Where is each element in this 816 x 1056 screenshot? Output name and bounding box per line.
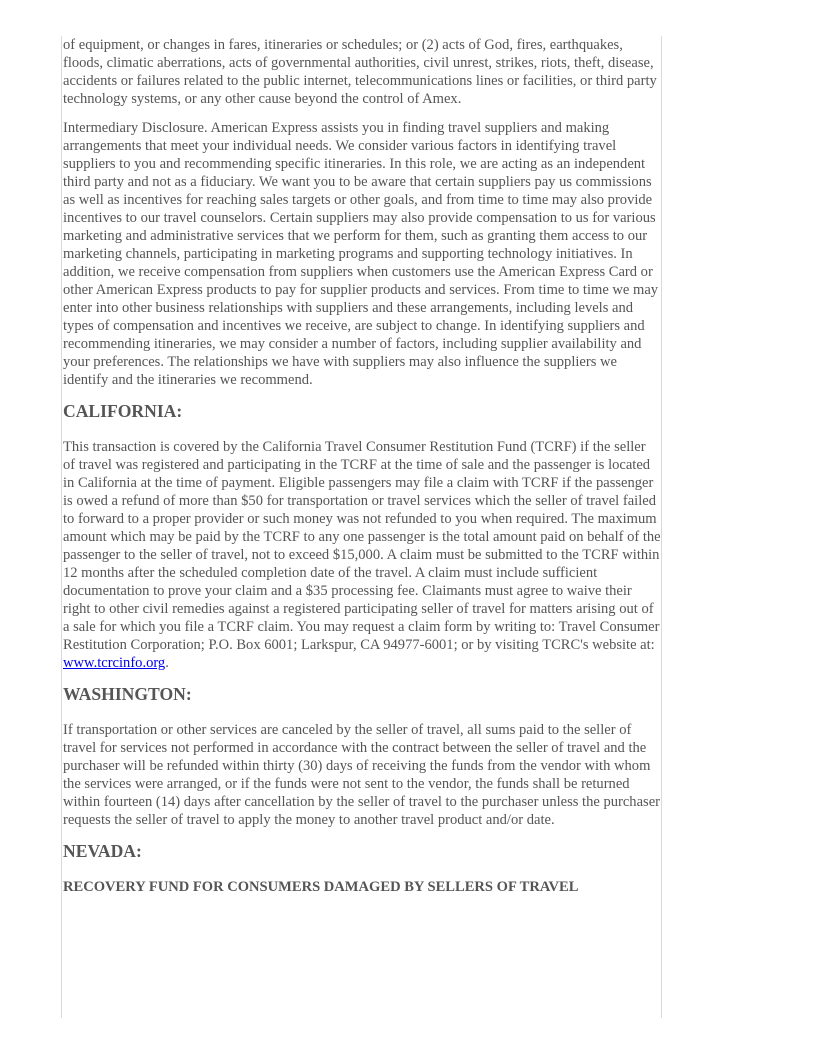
- paragraph-california: [63, 438, 661, 672]
- heading-california: CALIFORNIA:: [63, 401, 183, 421]
- tcrc-website-link[interactable]: www.tcrcinfo.org: [63, 655, 166, 671]
- california-body-text: This transaction is covered by the California Travel Consumer Restitution Fund (TCRF) if the seller of travel was registered and participating in the TCRF at the time of sale and the passenger is located in California at the time of payment. Eligible passengers may file a claim with TCRF if the passenger is owed a refund of more than $50 for transportation or travel services which the seller of travel failed to forward to a proper provider or such money was not refunded to you when required. The maximum amount which may be paid by the TCRF to any one passenger is the total amount paid on behalf of the passenger to the seller of travel, not to exceed $15,000. A claim must be submitted to the TCRF within 12 months after the scheduled completion date of the travel. A claim must include sufficient documentation to prove your claim and a $35 processing fee. Claimants must agree to waive their right to other civil remedies against a registered participating seller of travel for matters arising out of a sale for which you file a TCRF claim. You may request a claim form by writing to: Travel Consumer Restitution Corporation; P.O. Box 6001; Larkspur, CA 94977-6001; or by visiting TCRC's website at:: [63, 439, 661, 653]
- california-body-end: .: [165, 655, 169, 671]
- paragraph-intermediary-disclosure: Intermediary Disclosure. American Express assists you in finding travel suppliers and making arrangements that meet your individual needs. We consider various factors in identifying travel suppliers to you and recommending specific itineraries. In this role, we are acting as an independent third party and not as a fiduciary. We want you to be aware that certain suppliers pay us commissions as well as incentives for reaching sales targets or other goals, and from time to time may also provide incentives to our travel counselors. Certain suppliers may also provide compensation to us for various marketing and administrative services that we perform for them, such as granting them access to our marketing channels, participating in marketing programs and supporting technology initiatives. In addition, we receive compensation from suppliers when customers use the American Express Card or other American Express products to pay for supplier products and services. From time to time we may enter into other business relationships with suppliers and these arrangements, including levels and types of compensation and incentives we receive, are subject to change. In identifying suppliers and recommending itineraries, we may consider a number of factors, including supplier availability and your preferences. The relationships we have with suppliers may also influence the suppliers we identify and the itineraries we recommend.: [63, 120, 659, 388]
- paragraph-continued: of equipment, or changes in fares, itineraries or schedules; or (2) acts of God, fires, earthquakes, floods, climatic aberrations, acts of governmental authorities, civil unrest, strikes, riots, theft, disease, accidents or failures related to the public internet, telecommunications lines or facilities, or third party technology systems, or any other cause beyond the control of Amex.: [63, 37, 657, 107]
- paragraph-washington: If transportation or other services are canceled by the seller of travel, all sums paid to the seller of travel for services not performed in accordance with the contract between the seller of travel and the purchaser will be refunded within thirty (30) days of receiving the funds from the vendor with whom the services were arranged, or if the funds were not sent to the vendor, the funds shall be returned within fourteen (14) days after cancellation by the seller of travel to the purchaser unless the purchaser requests the seller of travel to apply the money to another travel product and/or date.: [63, 722, 660, 828]
- heading-nevada: NEVADA:: [63, 841, 142, 861]
- document-content: [61, 36, 662, 1018]
- heading-washington: WASHINGTON:: [63, 684, 192, 704]
- subheading-nevada-recovery-fund: RECOVERY FUND FOR CONSUMERS DAMAGED BY SELLERS OF TRAVEL: [63, 879, 579, 895]
